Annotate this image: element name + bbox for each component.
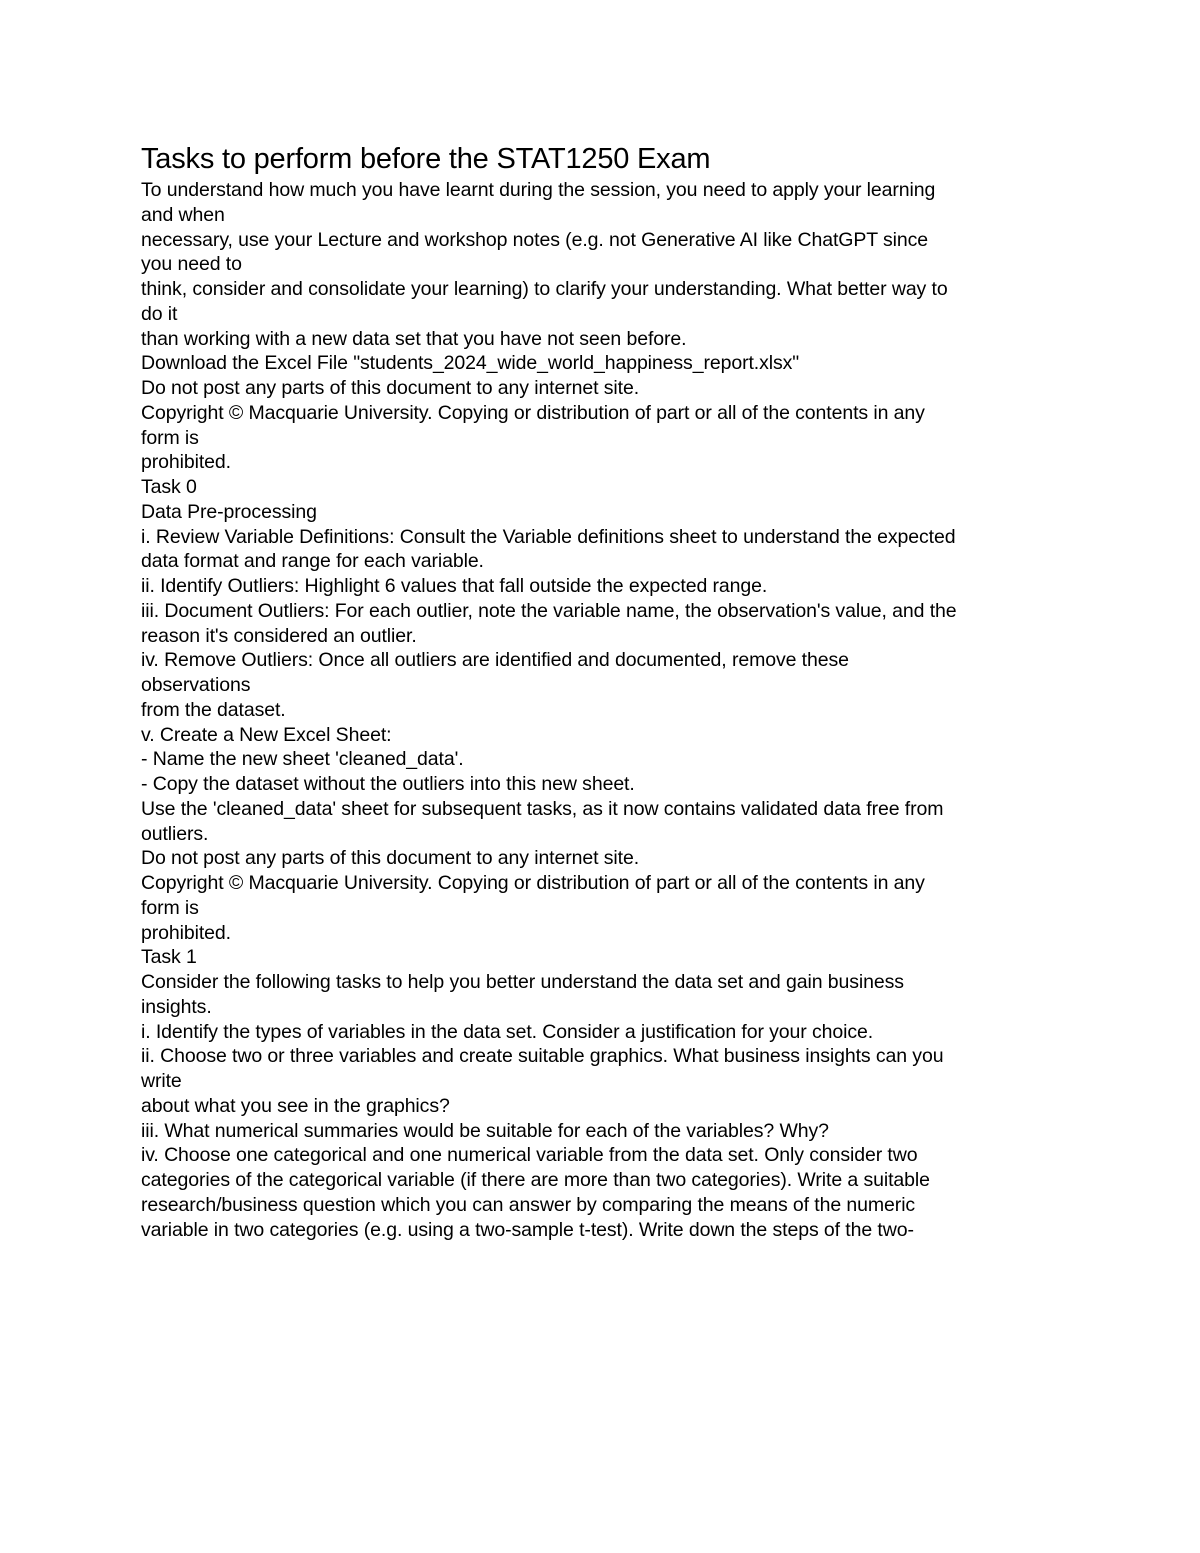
text-line: insights.: [141, 995, 212, 1018]
text-line: iv. Choose one categorical and one numerical variable from the data set. Only consider two: [141, 1144, 918, 1167]
document-body: [141, 178, 1071, 1242]
text-line: Do not post any parts of this document to any internet site.: [141, 847, 640, 870]
text-line: iii. What numerical summaries would be suitable for each of the variables? Why?: [141, 1119, 829, 1142]
text-line: - Name the new sheet 'cleaned_data'.: [141, 748, 464, 771]
text-line: Copyright © Macquarie University. Copying or distribution of part or all of the contents in any: [141, 872, 925, 894]
text-line: i. Review Variable Definitions: Consult the Variable definitions sheet to understand the expected: [141, 525, 956, 548]
text-line: about what you see in the graphics?: [141, 1094, 450, 1117]
text-line: Download the Excel File "students_2024_wide_world_happiness_report.xlsx": [141, 352, 800, 375]
text-line: ii. Identify Outliers: Highlight 6 values that fall outside the expected range.: [141, 575, 768, 597]
text-line: you need to: [141, 253, 242, 276]
text-line: To understand how much you have learnt during the session, you need to apply your learning: [141, 179, 936, 201]
text-line: Data Pre-processing: [141, 500, 317, 523]
text-line: iii. Document Outliers: For each outlier, note the variable name, the observation's value, and the: [141, 599, 957, 622]
text-line: reason it's considered an outlier.: [141, 624, 417, 647]
text-line: ii. Choose two or three variables and create suitable graphics. What business insights can you: [141, 1045, 944, 1068]
text-line: write: [141, 1070, 182, 1092]
text-line: Consider the following tasks to help you better understand the data set and gain business: [141, 971, 904, 993]
document-page: [141, 140, 1071, 1242]
text-line: i. Identify the types of variables in the data set. Consider a justification for your choice.: [141, 1020, 874, 1043]
text-line: necessary, use your Lecture and workshop notes (e.g. not Generative AI like ChatGPT since: [141, 228, 929, 251]
text-line: Copyright © Macquarie University. Copying or distribution of part or all of the contents in any: [141, 401, 925, 424]
text-line: Do not post any parts of this document to any internet site.: [141, 377, 640, 399]
document-title: Tasks to perform before the STAT1250 Exam: [141, 143, 711, 175]
text-line: Use the 'cleaned_data' sheet for subsequent tasks, as it now contains validated data free from: [141, 797, 944, 820]
text-line: v. Create a New Excel Sheet:: [141, 723, 392, 746]
text-line: variable in two categories (e.g. using a two-sample t-test). Write down the steps of the two-: [141, 1218, 914, 1241]
text-line: Task 0: [141, 476, 197, 498]
text-line: data format and range for each variable.: [141, 550, 484, 573]
text-line: - Copy the dataset without the outliers into this new sheet.: [141, 773, 635, 795]
text-line: Task 1: [141, 946, 197, 969]
text-line: and when: [141, 203, 225, 226]
text-line: do it: [141, 302, 178, 325]
text-line: form is: [141, 426, 199, 449]
text-line: think, consider and consolidate your learning) to clarify your understanding. What better way to: [141, 278, 948, 300]
text-line: form is: [141, 896, 199, 919]
text-line: than working with a new data set that you have not seen before.: [141, 327, 687, 350]
text-line: prohibited.: [141, 921, 231, 944]
text-line: research/business question which you can answer by comparing the means of the numeric: [141, 1193, 916, 1216]
text-line: from the dataset.: [141, 698, 286, 721]
text-line: observations: [141, 674, 251, 696]
text-line: outliers.: [141, 822, 209, 845]
text-line: prohibited.: [141, 451, 231, 474]
text-line: categories of the categorical variable (if there are more than two categories). Write a suitable: [141, 1169, 930, 1191]
text-line: iv. Remove Outliers: Once all outliers are identified and documented, remove these: [141, 649, 849, 672]
